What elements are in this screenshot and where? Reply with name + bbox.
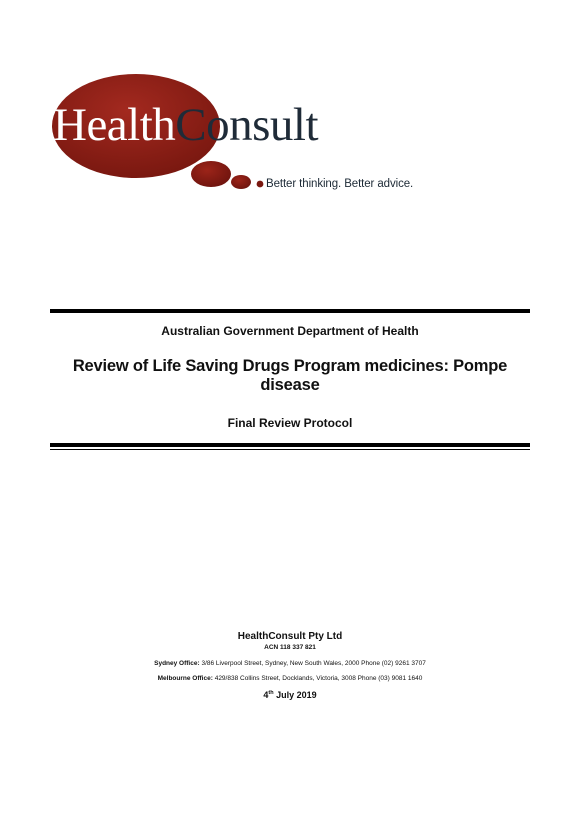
document-subtitle: Final Review Protocol: [227, 416, 353, 430]
sydney-office-address: 3/86 Liverpool Street, Sydney, New South Wales, 2000 Phone (02) 9261 3707: [201, 660, 426, 667]
logo-bubble-medium: [231, 175, 251, 189]
bottom-rule-thin: [50, 449, 530, 450]
document-date: [50, 690, 530, 700]
cover-footer: [50, 631, 530, 700]
melbourne-office-label: Melbourne Office:: [157, 675, 213, 682]
date-month-year: July 2019: [276, 690, 317, 700]
document-title: Review of Life Saving Drugs Program medicines: Pompe disease: [72, 357, 508, 394]
company-name: HealthConsult Pty Ltd: [237, 631, 343, 642]
company-acn: ACN 118 337 821: [264, 644, 316, 651]
melbourne-office-address: 429/838 Collins Street, Docklands, Victoria, 3008 Phone (03) 9081 1640: [214, 675, 423, 682]
date-suffix: th: [268, 690, 274, 696]
department-name: Australian Government Department of Health: [161, 324, 419, 338]
logo-bubble-large: [191, 161, 231, 187]
logo-tagline: Better thinking. Better advice.: [266, 178, 414, 190]
sydney-office: [50, 660, 530, 667]
logo-wordmark-health: Health: [53, 99, 176, 151]
healthconsult-logo: [48, 68, 418, 196]
logo-bubble-small: [257, 181, 264, 188]
logo-wordmark-consult: Consult: [175, 99, 319, 151]
melbourne-office: [50, 675, 530, 682]
sydney-office-label: Sydney Office:: [154, 660, 200, 667]
top-rule: [50, 309, 530, 313]
cover-title-block: [50, 309, 530, 450]
date-day: 4: [263, 690, 269, 700]
svg-text:HealthConsult: [53, 99, 318, 151]
